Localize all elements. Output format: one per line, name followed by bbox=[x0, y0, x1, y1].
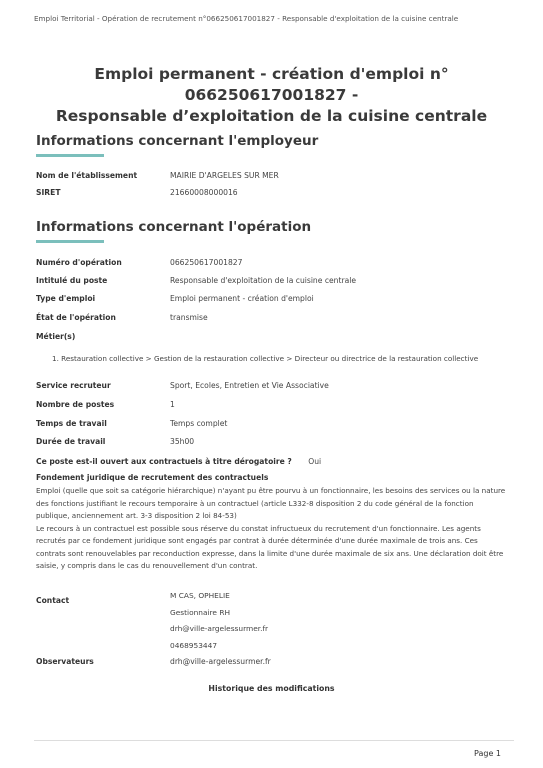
row-label: Métier(s) bbox=[36, 332, 76, 341]
fondement-paragraph-1: Emploi (quelle que soit sa catégorie hiérarchique) n'ayant pu être pourvu à un fonctionnaire, les besoins des services ou la nature des fonctions justifiant le recours temporaire à un contractuel (article L332-8 disposition 2 du code général de la fonction publique, anciennement art. 3-3 disposition 2 loi 84-53) bbox=[36, 486, 506, 520]
row-label: Intitulé du poste bbox=[36, 276, 108, 285]
row-label: SIRET bbox=[36, 188, 61, 197]
contact-phone: 0468953447 bbox=[170, 640, 218, 650]
row-value: drh@ville-argelessurmer.fr bbox=[170, 657, 271, 666]
row-value: Responsable d'exploitation de la cuisine centrale bbox=[170, 276, 357, 285]
row-label: Service recruteur bbox=[36, 381, 111, 390]
row-label: Durée de travail bbox=[36, 437, 106, 446]
row-label: Nombre de postes bbox=[36, 400, 115, 409]
row-label: Numéro d'opération bbox=[36, 258, 122, 267]
running-header: Emploi Territorial - Opération de recrutement n°066250617001827 - Responsable d'exploitation de la cuisine centrale bbox=[34, 14, 459, 23]
employeur-heading-rule bbox=[36, 154, 104, 157]
fondement-paragraph-2: Le recours à un contractuel est possible sous réserve du constat infructueux du recrutement d'un fonctionnaire. Les agents recrutés par ce fondement juridique sont engagés par contrat à durée déterminée d'une durée maximale de trois ans. Ces contrats sont renouvelables par reconduction expresse, dans la limite d'une durée maximale de six ans. Une déclaration doit être saisie, y compris dans le cas du renouvellement d'un contrat. bbox=[36, 523, 504, 570]
row-label: Type d'emploi bbox=[36, 294, 96, 303]
row-label: Observateurs bbox=[36, 657, 94, 666]
page-title-line1: Emploi permanent - création d'emploi n° 066250617001827 - bbox=[94, 65, 449, 104]
row-value: Sport, Ecoles, Entretien et Vie Associative bbox=[170, 381, 329, 390]
contact-role: Gestionnaire RH bbox=[170, 607, 231, 617]
row-value: transmise bbox=[170, 313, 208, 322]
operation-heading: Informations concernant l'opération bbox=[36, 219, 312, 235]
historique-heading: Historique des modifications bbox=[208, 684, 335, 693]
operation-heading-rule bbox=[36, 240, 104, 243]
row-value: 21660008000016 bbox=[170, 188, 238, 197]
footer-divider bbox=[34, 740, 514, 741]
row-value: 066250617001827 bbox=[170, 258, 243, 267]
contact-email: drh@ville-argelessurmer.fr bbox=[170, 624, 269, 633]
fondement-label: Fondement juridique de recrutement des contractuels bbox=[36, 473, 269, 482]
employeur-heading: Informations concernant l'employeur bbox=[36, 133, 319, 149]
row-label: Temps de travail bbox=[36, 419, 107, 428]
page-title bbox=[20, 64, 523, 127]
row-label: Nom de l'établissement bbox=[36, 171, 138, 180]
row-label: État de l'opération bbox=[36, 313, 116, 322]
metier-list-item: 1. Restauration collective > Gestion de la restauration collective > Directeur ou directrice de la restauration collective bbox=[52, 354, 479, 363]
contractuels-question bbox=[36, 457, 321, 466]
page-title-line2: Responsable d’exploitation de la cuisine centrale bbox=[55, 107, 488, 125]
fondement-text bbox=[36, 485, 506, 573]
row-value: Emploi permanent - création d'emploi bbox=[170, 294, 314, 303]
row-value: MAIRIE D'ARGELES SUR MER bbox=[170, 171, 279, 180]
row-value: Temps complet bbox=[170, 419, 228, 428]
row-value: 35h00 bbox=[170, 437, 195, 446]
question-label: Ce poste est-il ouvert aux contractuels à titre dérogatoire ? bbox=[36, 457, 292, 466]
row-value: 1 bbox=[170, 400, 175, 409]
page-number: Page 1 bbox=[474, 749, 501, 758]
contact-label: Contact bbox=[36, 596, 70, 605]
question-value: Oui bbox=[308, 457, 322, 466]
contact-details bbox=[170, 588, 268, 654]
contact-name: M CAS, OPHELIE bbox=[170, 591, 230, 600]
